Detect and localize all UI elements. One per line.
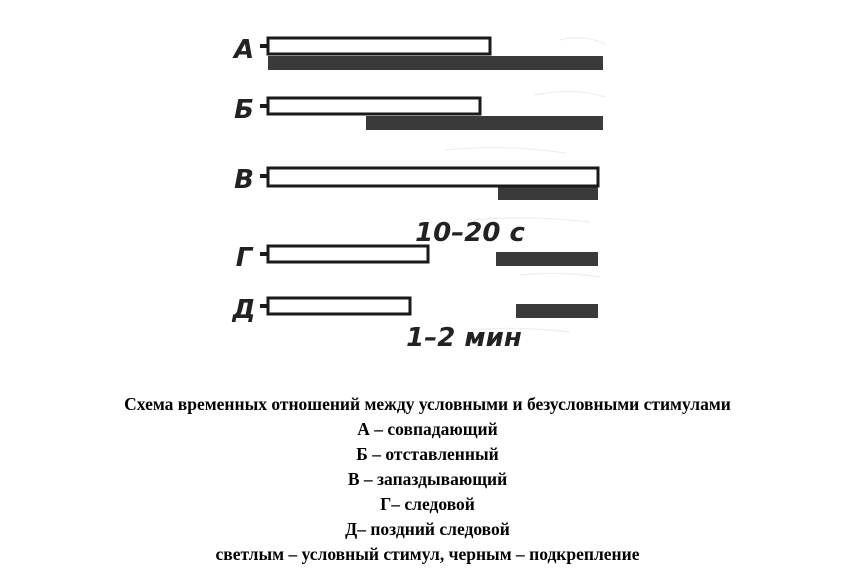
reinforcement-bar-g xyxy=(496,252,598,266)
reinforcement-bar-d xyxy=(516,304,598,318)
row-v xyxy=(234,165,598,200)
reinforcement-bar-a xyxy=(268,56,603,70)
stimulus-bar-g xyxy=(268,246,428,262)
row-letter-a: А xyxy=(233,35,255,65)
annotation-10-20-s: 10–20 с xyxy=(415,218,525,248)
reinforcement-bar-b xyxy=(366,116,603,130)
stimulus-bar-a xyxy=(268,38,490,54)
row-d xyxy=(231,295,598,325)
caption-line-a: А – совпадающий xyxy=(357,419,498,439)
caption-line-d: Д– поздний следовой xyxy=(345,519,510,539)
caption-line-g: Г– следовой xyxy=(380,494,475,514)
annotation-1-2-min: 1–2 мин xyxy=(406,323,522,353)
row-letter-g: Г xyxy=(235,243,253,273)
row-letter-v: В xyxy=(234,165,254,195)
caption xyxy=(0,392,855,567)
caption-line-b: Б – отставленный xyxy=(356,444,499,464)
stimulus-bar-d xyxy=(268,298,410,314)
stimulus-bar-b xyxy=(268,98,480,114)
caption-legend: светлым – условный стимул, черным – подкрепление xyxy=(215,544,640,564)
row-letter-d: Д xyxy=(232,295,256,325)
row-letter-b: Б xyxy=(234,95,254,125)
caption-line-v: В – запаздывающий xyxy=(347,469,508,489)
reinforcement-bar-v xyxy=(498,186,598,200)
row-b xyxy=(234,95,603,130)
caption-title: Схема временных отношений между условными и безусловными стимулами xyxy=(124,394,731,414)
stimulus-bar-v xyxy=(268,168,598,186)
row-a xyxy=(232,35,603,70)
rows-layer xyxy=(231,35,603,325)
